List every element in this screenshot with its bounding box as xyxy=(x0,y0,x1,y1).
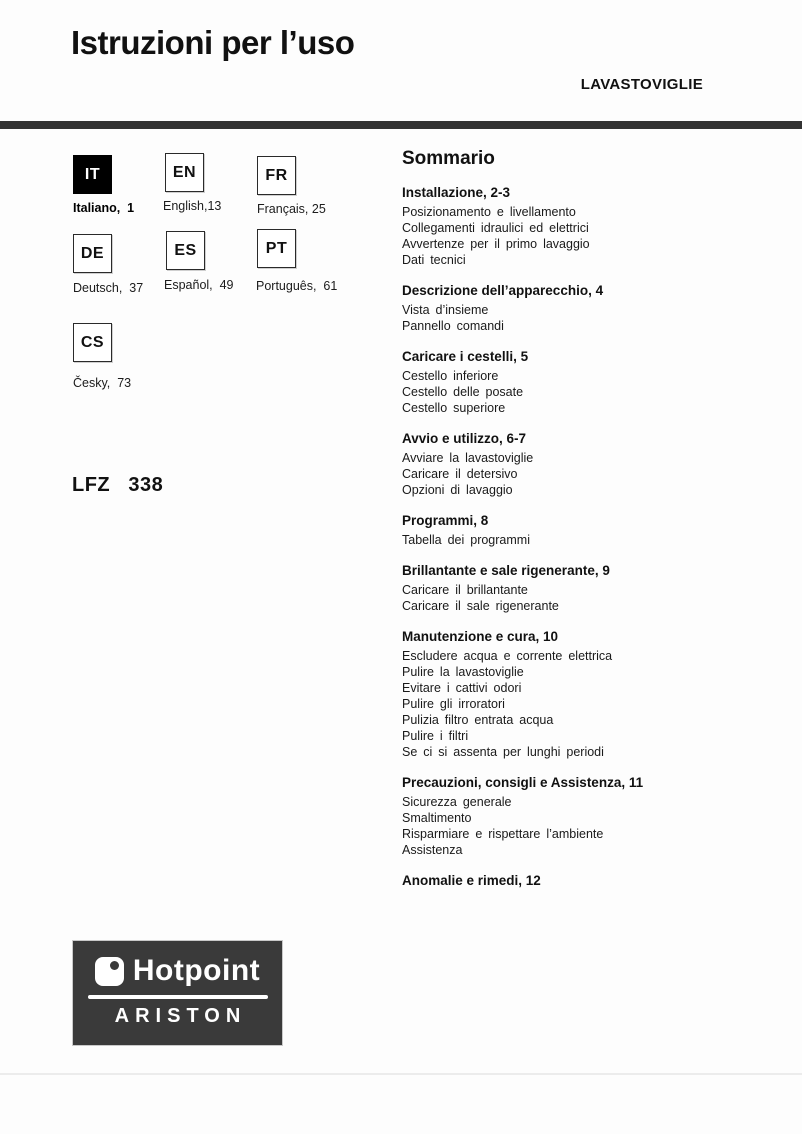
language-label-portugues: Português, 61 xyxy=(256,279,338,293)
footer-divider-line xyxy=(0,1073,802,1075)
toc-item: Assistenza xyxy=(402,843,463,857)
language-code: EN xyxy=(172,163,197,181)
language-box-fr xyxy=(257,156,296,195)
logo-divider-line xyxy=(88,995,268,999)
toc-section-manutenzione xyxy=(402,628,732,760)
language-box-en xyxy=(165,153,204,192)
toc-section-title: Caricare i cestelli, 5 xyxy=(402,349,529,364)
toc-section-avvio-utilizzo xyxy=(402,430,732,498)
language-code: ES xyxy=(174,241,197,259)
appliance-type-label: LAVASTOVIGLIE xyxy=(580,76,703,93)
toc-section-title: Descrizione dell’apparecchio, 4 xyxy=(402,283,604,298)
language-code: FR xyxy=(265,166,288,184)
toc-section-title: Avvio e utilizzo, 6-7 xyxy=(402,431,527,446)
toc-heading: Sommario xyxy=(402,148,495,169)
language-box-es xyxy=(166,231,205,270)
toc-item: Posizionamento e livellamento xyxy=(402,205,576,219)
header-divider-bar xyxy=(0,121,802,129)
hotpoint-ariston-logo xyxy=(73,941,282,1045)
language-label-italiano: Italiano, 1 xyxy=(73,201,135,215)
toc-item: Pulizia filtro entrata acqua xyxy=(402,713,554,727)
language-box-pt xyxy=(257,229,296,268)
toc-item: Opzioni di lavaggio xyxy=(402,483,513,497)
language-box-cs xyxy=(73,323,112,362)
toc-item: Cestello delle posate xyxy=(402,385,524,399)
toc-item: Caricare il sale rigenerante xyxy=(402,599,559,613)
toc-item: Collegamenti idraulici ed elettrici xyxy=(402,221,589,235)
toc-item: Cestello inferiore xyxy=(402,369,499,383)
toc-section-title: Precauzioni, consigli e Assistenza, 11 xyxy=(402,775,644,790)
toc-item: Pulire la lavastoviglie xyxy=(402,665,524,679)
toc-section-programmi xyxy=(402,512,732,548)
toc-item: Vista d’insieme xyxy=(402,303,489,317)
table-of-contents xyxy=(402,148,732,903)
brand-subname: ARISTON xyxy=(114,1005,247,1027)
toc-section-title: Anomalie e rimedi, 12 xyxy=(402,873,541,888)
toc-section-title: Programmi, 8 xyxy=(402,513,489,528)
language-label-deutsch: Deutsch, 37 xyxy=(73,281,144,295)
language-label-english: English,13 xyxy=(163,199,222,213)
hotpoint-square-icon xyxy=(95,957,124,986)
model-number: LFZ 338 xyxy=(72,474,164,496)
toc-item: Risparmiare e rispettare l’ambiente xyxy=(402,827,604,841)
toc-section-title: Manutenzione e cura, 10 xyxy=(402,629,559,644)
toc-section-caricare-cestelli xyxy=(402,348,732,416)
toc-item: Smaltimento xyxy=(402,811,472,825)
page-title: Istruzioni per l’uso xyxy=(71,24,355,61)
toc-item: Se ci si assenta per lunghi periodi xyxy=(402,745,604,759)
toc-item: Cestello superiore xyxy=(402,401,506,415)
toc-section-descrizione xyxy=(402,282,732,334)
hotpoint-icon-dot xyxy=(110,961,119,970)
toc-item: Caricare il detersivo xyxy=(402,467,518,481)
toc-section-installazione xyxy=(402,184,732,268)
logo-wordmark-row xyxy=(95,954,260,988)
language-code: DE xyxy=(80,244,105,262)
language-code: IT xyxy=(84,165,101,183)
toc-item: Escludere acqua e corrente elettrica xyxy=(402,649,613,663)
toc-item: Avviare la lavastoviglie xyxy=(402,451,534,465)
toc-item: Pulire i filtri xyxy=(402,729,469,743)
toc-item: Evitare i cattivi odori xyxy=(402,681,522,695)
language-code: CS xyxy=(80,333,105,351)
toc-item: Caricare il brillantante xyxy=(402,583,528,597)
toc-section-precauzioni xyxy=(402,774,732,858)
language-label-cesky: Česky, 73 xyxy=(73,376,132,390)
language-code: PT xyxy=(265,239,288,257)
brand-name: Hotpoint xyxy=(132,954,261,987)
toc-item: Tabella dei programmi xyxy=(402,533,530,547)
toc-section-brillantante xyxy=(402,562,732,614)
toc-item: Dati tecnici xyxy=(402,253,466,267)
toc-item: Pannello comandi xyxy=(402,319,504,333)
toc-section-anomalie xyxy=(402,872,732,889)
toc-item: Avvertenze per il primo lavaggio xyxy=(402,237,590,251)
toc-item: Sicurezza generale xyxy=(402,795,512,809)
toc-section-title: Installazione, 2-3 xyxy=(402,185,511,200)
toc-item: Pulire gli irroratori xyxy=(402,697,505,711)
toc-section-title: Brillantante e sale rigenerante, 9 xyxy=(402,563,610,578)
language-box-de xyxy=(73,234,112,273)
language-label-francais: Français, 25 xyxy=(257,202,326,216)
language-label-espanol: Español, 49 xyxy=(164,278,234,292)
language-box-it xyxy=(73,155,112,194)
